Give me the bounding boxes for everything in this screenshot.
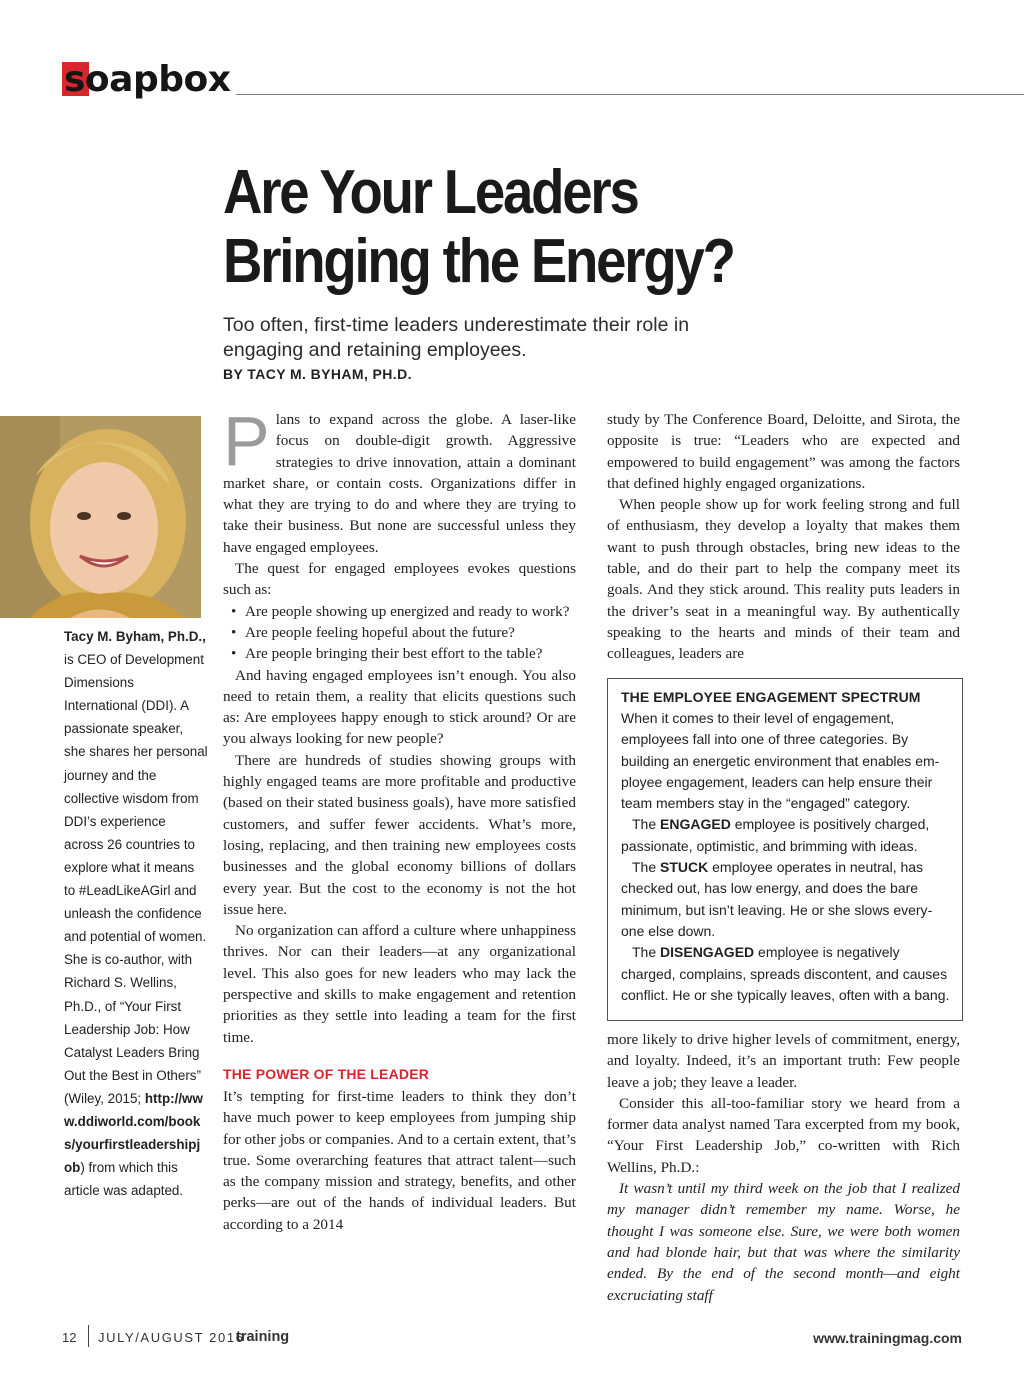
engagement-spectrum-box xyxy=(607,678,963,1021)
article-title-line-2: Bringing the Energy? xyxy=(223,227,734,296)
body-paragraph-11: It wasn’t until my third week on the job that I realized my manager didn’t remember my name. Worse, he thought I was someone else. Sure, we were both women and had blonde hair, but that was where the similarity ended. By the end of the second month—and eight excruciating staff xyxy=(607,1180,960,1304)
body-paragraph-10: Consider this all-too-familiar story we heard from a former data analyst named Tara excerpted from my book, “Your First Leadership Job,” co-written with Rich Wellins, Ph.D.: xyxy=(607,1094,960,1176)
term-stuck: STUCK xyxy=(660,859,709,876)
sidebar-intro: When it comes to their level of engagement, employees fall into one of three categories. By building an energetic environment that enables employee engagement, leaders can help ensure their team members stay in the “engaged” category. xyxy=(621,710,940,812)
bio-text-2: ) from which this article was adapted. xyxy=(64,1160,184,1199)
sidebar-stuck: The STUCK employee operates in neutral, has checked out, has low energy, and does the bare minimum, but isn’t leaving. He or she slows everyone else down. xyxy=(621,859,933,939)
bio-book-link[interactable]: http://www.ddiworld.com/books/yourfirstleadershipjob xyxy=(64,1090,203,1176)
drop-cap: P xyxy=(223,402,270,480)
body-column-1 xyxy=(223,402,576,1235)
body-paragraph-1: Plans to expand across the globe. A laser-like focus on double-digit growth. Aggressive strategies to drive innovation, attain a dominant market share, or contain costs. Organizations differ in what they are trying to do and where they are trying to take their business. But none are successful unless they have engaged employees. xyxy=(223,402,576,556)
bio-author-name: Tacy M. Byham, Ph.D., xyxy=(64,629,206,644)
body-paragraph-7: study by The Conference Board, Deloitte, and Sirota, the opposite is true: “Leaders who are expected and empowered to build engagement” was among the factors that defined highly engaged organizations. xyxy=(607,411,960,492)
list-item: • Are people showing up energized and ready to work? xyxy=(223,601,576,622)
sidebar-disengaged: The DISENGAGED employee is negatively charged, complains, spreads discontent, and causes conflict. He or she typically leaves, often with a bang. xyxy=(621,944,950,1003)
body-paragraph-9: more likely to drive higher levels of commitment, energy, and loyalty. Indeed, it’s an important truth: Few people leave a job; they leave a leader. xyxy=(607,1031,960,1091)
article-title xyxy=(223,158,909,296)
magazine-name: training xyxy=(236,1329,290,1345)
body-column-2-bottom xyxy=(607,1029,960,1306)
sidebar-engaged: The ENGAGED employee is positively charged, passionate, optimistic, and brimming with ideas. xyxy=(621,816,930,854)
page-number: 12 xyxy=(62,1330,77,1345)
body-paragraph-6: It’s tempting for first-time leaders to think they don’t have much power to keep employees from jumping ship for other jobs or companies. And to a certain extent, that’s true. Some overarching features that attract talent—such as the company mission and strategy, benefits, and other perks—are out of the hands of individual leaders. But according to a 2014 xyxy=(223,1087,576,1233)
list-item: • Are people feeling hopeful about the future? xyxy=(223,622,576,643)
body-column-2-top xyxy=(607,409,960,665)
article-title-line-1: Are Your Leaders xyxy=(223,158,638,227)
section-subhead: THE POWER OF THE LEADER xyxy=(223,1065,430,1082)
list-item: • Are people bringing their best effort to the table? xyxy=(223,643,576,664)
article-byline: BY TACY M. BYHAM, PH.D. xyxy=(223,366,412,382)
author-photo xyxy=(0,416,201,618)
section-name: soapbox xyxy=(64,59,231,100)
body-paragraph-8: When people show up for work feeling strong and full of enthusiasm, they develop a loyalty that makes them want to push through obstacles, bring new ideas to the table, and do their part to help the company meet its goals. And they stick around. This reality puts leaders in the driver’s seat in a meaningful way. By authentically speaking to the hearts and minds of their team and colleagues, leaders are xyxy=(607,496,960,663)
bio-text-1: is CEO of Development Dimensions International (DDI). A passionate speaker, she shares her personal journey and the collective wisdom from DDI’s experience across 26 countries to explore what it means to #LeadLikeAGirl and unleash the confidence and potential of women. She is co-author, with Richard S. Wellins, Ph.D., of “Your First Leadership Job: How Catalyst Leaders Bring Out the Best in Others” (Wiley, 2015; xyxy=(64,652,208,1106)
term-disengaged: DISENGAGED xyxy=(660,944,755,961)
term-engaged: ENGAGED xyxy=(660,816,731,833)
body-paragraph-4: There are hundreds of studies showing groups with highly engaged teams are more profitable and productive (based on their stated business goals), have more satisfied customers, and suffer fewer accidents. What’s more, losing, replacing, and then training new employees costs businesses and the global economy billions of dollars every year. But the cost to the economy is not the hot issue here. xyxy=(223,751,576,918)
body-paragraph-3: And having engaged employees isn’t enough. You also need to retain them, a reality that elicits questions such as: Are employees happy enough to stick around? Or are you always looking for new people? xyxy=(223,666,576,748)
page-footer xyxy=(62,1329,962,1349)
article-deck: Too often, first-time leaders underestimate their role in engaging and retaining employees. xyxy=(223,314,690,361)
question-list xyxy=(223,601,576,665)
sidebar-title: THE EMPLOYEE ENGAGEMENT SPECTRUM xyxy=(621,689,921,705)
masthead-rule xyxy=(236,94,1024,95)
author-portrait-illustration xyxy=(0,416,201,618)
body-paragraph-5: No organization can afford a culture where unhappiness thrives. Nor can their leaders—at any organizational level. This also goes for new leaders who may lack the perspective and skills to make engagement and retention priorities as they settle into leading a team for the first time. xyxy=(223,922,576,1046)
author-bio xyxy=(64,625,208,1202)
website-link[interactable]: www.trainingmag.com xyxy=(813,1330,962,1346)
body-paragraph-2: The quest for engaged employees evokes questions such as: xyxy=(223,560,576,599)
issue-date: JULY/AUGUST 2016 xyxy=(98,1330,245,1345)
footer-divider xyxy=(88,1325,89,1347)
